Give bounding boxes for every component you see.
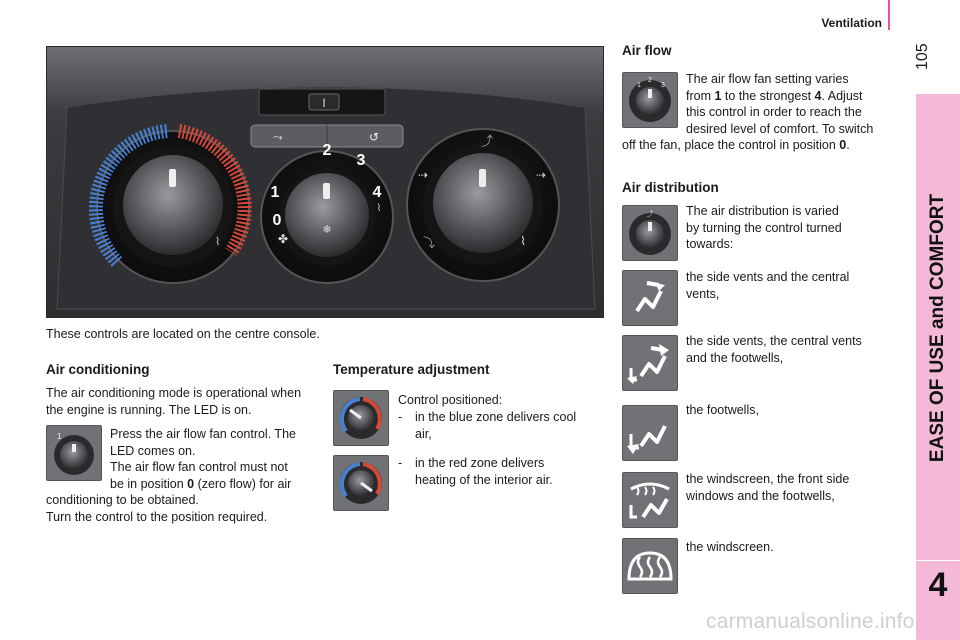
section-title: Ventilation — [821, 16, 882, 30]
svg-text:⤴: ⤴ — [480, 134, 494, 148]
temperature-knob — [96, 131, 249, 283]
console-illustration — [47, 47, 604, 318]
air-conditioning-outro: conditioning to be obtained. Turn the control to the position required. — [46, 493, 268, 524]
face-vent-icon — [622, 270, 678, 326]
svg-text:❄: ❄ — [322, 223, 332, 236]
fan-control-thumbnail — [46, 425, 102, 481]
distribution-item-3: the footwells, — [686, 403, 759, 417]
air-distribution-heading: Air distribution — [622, 180, 719, 195]
distribution-item-4: the windscreen, the front side windows and the footwells, — [686, 472, 850, 503]
air-conditioning-intro: The air conditioning mode is operational when the engine is running. The LED is on. — [46, 386, 302, 417]
svg-text:1: 1 — [270, 184, 280, 201]
air-distribution-knob — [407, 129, 559, 281]
svg-text:3: 3 — [356, 152, 366, 169]
svg-text:0: 0 — [272, 212, 282, 229]
temperature-heading: Temperature adjustment — [333, 362, 490, 377]
cool-zone-thumbnail — [333, 390, 389, 446]
cool-zone-text: in the blue zone delivers cool air, — [415, 410, 577, 441]
temperature-intro: Control positioned: — [398, 393, 503, 407]
svg-text:⌇: ⌇ — [520, 234, 526, 248]
svg-text:4: 4 — [372, 184, 382, 201]
svg-text:1: 1 — [637, 82, 641, 89]
chapter-number: 4 — [928, 566, 948, 604]
console-caption: These controls are located on the centre console. — [46, 327, 320, 341]
air-flow-text-end: off the fan, place the control in position 0. — [622, 138, 850, 152]
svg-text:I: I — [322, 96, 326, 110]
watermark: carmanualsonline.info — [706, 610, 915, 633]
page-number: 105 — [914, 43, 931, 70]
svg-text:⤵: ⤵ — [422, 236, 436, 250]
console-photo — [46, 46, 604, 318]
distribution-item-5: the windscreen. — [686, 540, 774, 554]
air-flow-text: The air flow fan setting varies from 1 to the strongest 4. Adjust this control in order to reach the desired level of comfort. To switch — [686, 72, 874, 136]
svg-text:✤: ✤ — [277, 232, 289, 246]
svg-text:1: 1 — [57, 432, 62, 441]
windscreen-and-foot-icon — [622, 472, 678, 528]
svg-text:⇢: ⇢ — [417, 168, 429, 182]
distribution-item-2: the side vents, the central vents and the footwells, — [686, 334, 862, 365]
svg-text:⤴: ⤴ — [646, 210, 654, 218]
svg-text:⌇: ⌇ — [376, 203, 382, 214]
svg-text:3: 3 — [661, 82, 665, 89]
air-flow-thumbnail — [622, 72, 678, 128]
air-distribution-intro: The air distribution is varied by turning the control turned towards: — [686, 204, 842, 251]
face-and-foot-vent-icon — [622, 335, 678, 391]
svg-text:2: 2 — [648, 77, 652, 84]
chapter-title: EASE OF USE and COMFORT — [927, 193, 948, 462]
air-conditioning-heading: Air conditioning — [46, 362, 150, 377]
svg-text:⇢: ⇢ — [535, 168, 547, 182]
warm-zone-text: in the red zone delivers heating of the interior air. — [415, 456, 553, 487]
chapter-divider — [916, 560, 960, 561]
windscreen-defrost-icon — [622, 538, 678, 594]
distribution-item-1: the side vents and the central vents, — [686, 270, 850, 301]
recirculation-icon: ↺ — [369, 130, 380, 144]
foot-vent-icon — [622, 405, 678, 461]
svg-text:2: 2 — [322, 142, 332, 159]
warm-zone-thumbnail — [333, 455, 389, 511]
warm-zone-bullet: - — [398, 456, 403, 470]
fresh-air-icon: ⤳ — [273, 130, 283, 144]
chapter-title-wrap — [916, 100, 960, 555]
cool-zone-bullet: - — [398, 410, 403, 424]
header-divider — [888, 0, 890, 30]
air-distribution-thumbnail — [622, 205, 678, 261]
air-flow-heading: Air flow — [622, 43, 672, 58]
air-conditioning-steps: Press the air flow fan control. The LED comes on. The air flow fan control must not be in position 0 (zero flow) for air — [110, 427, 296, 491]
svg-text:⌇: ⌇ — [215, 235, 221, 248]
